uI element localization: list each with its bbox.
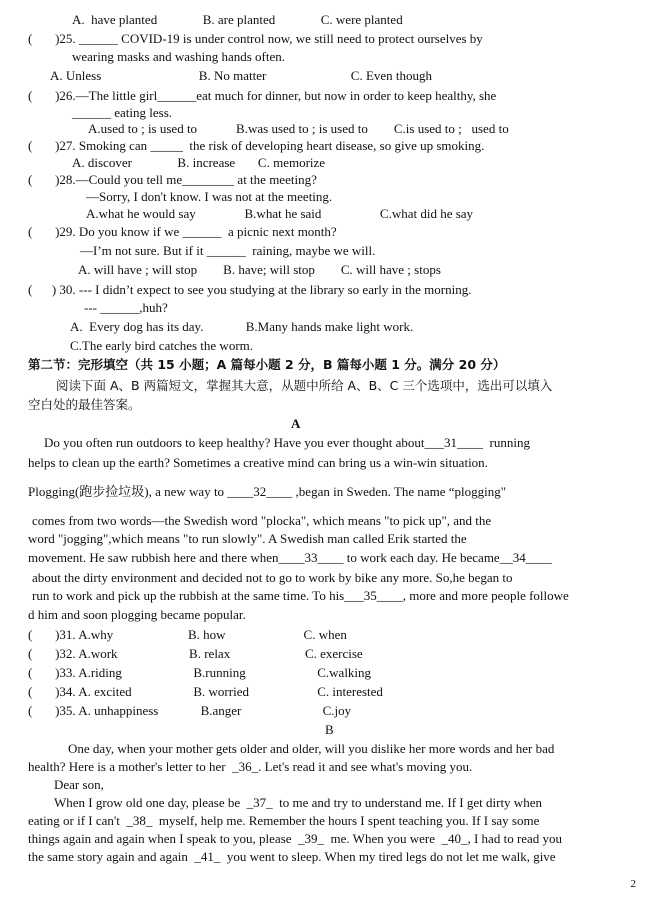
text-line: about the dirty environment and decided not to go to work by bike any more. So,he began to [32, 570, 513, 585]
text-line: One day, when your mother gets older and older, will you dislike her more words and her bad [68, 741, 555, 756]
text-line: run to work and pick up the rubbish at the same time. To his___35____, more and more people followe [32, 588, 569, 603]
text-line: C.The early bird catches the worm. [70, 338, 254, 353]
text-line: ( )34. A. excited B. worried C. interested [28, 684, 383, 699]
text-line: A.used to ; is used to B.was used to ; is used to C.is used to ; used to [88, 121, 509, 136]
text-line: wearing masks and washing hands often. [72, 49, 286, 64]
text-line: ( )27. Smoking can _____ the risk of developing heart disease, so give up smoking. [28, 138, 485, 153]
text-line: ( )28.—Could you tell me________ at the meeting? [28, 172, 317, 187]
text-line: Plogging(跑步捡垃圾), a new way to ____32____ ,began in Sweden. The name “plogging" [28, 484, 507, 499]
text-line: ( )29. Do you know if we ______ a picnic next month? [28, 224, 337, 239]
text-line: ( )33. A.riding B.running C.walking [28, 665, 372, 680]
text-line: A.what he would say B.what he said C.what did he say [86, 206, 474, 221]
text-line: 第二节：完形填空（共 15 小题；A 篇每小题 2 分，B 篇每小题 1 分。满分 20 分） [28, 357, 506, 372]
text-line: A [291, 416, 301, 431]
text-line: 空白处的最佳答案。 [28, 397, 141, 412]
text-line: —Sorry, I don't know. I was not at the meeting. [86, 189, 333, 204]
text-line: --- ______,huh? [84, 300, 168, 315]
text-line: —I’m not sure. But if it ______ raining, maybe we will. [80, 243, 376, 258]
text-line: A. will have ; will stop B. have; will stop C. will have ; stops [78, 262, 441, 277]
text-line: word "jogging",which means "to run slowly". A Swedish man called Erik started the [28, 531, 467, 546]
text-line: ( )26.—The little girl______eat much for dinner, but now in order to keep healthy, she [28, 88, 497, 103]
text-line: ( )31. A.why B. how C. when [28, 627, 347, 642]
page-number: 2 [630, 878, 636, 890]
text-line: A. Unless B. No matter C. Even though [50, 68, 433, 83]
text-line: 阅读下面 A、B 两篇短文，掌握其大意，从题中所给 A、B、C 三个选项中，选出可以填入 [56, 378, 553, 393]
text-line: A. discover B. increase C. memorize [72, 155, 326, 170]
text-line: things again and again when I speak to you, please _39_ me. When you were _40_, I had to read you [28, 831, 563, 846]
text-line: eating or if I can't _38_ myself, help me. Remember the hours I spent teaching you. If I say some [28, 813, 540, 828]
text-line: ( )25. ______ COVID-19 is under control now, we still need to protect ourselves by [28, 31, 483, 46]
text-line: B [325, 722, 334, 737]
text-line: Dear son, [54, 777, 104, 792]
text-line: A. Every dog has its day. B.Many hands make light work. [70, 319, 414, 334]
text-line: movement. He saw rubbish here and there when____33____ to work each day. He became__34____ [28, 550, 552, 565]
text-line: the same story again and again _41_ you went to sleep. When my tired legs do not let me walk, give [28, 849, 556, 864]
text-line: comes from two words—the Swedish word "plocka", which means "to pick up", and the [32, 513, 492, 528]
text-line: ( ) 30. --- I didn’t expect to see you studying at the library so early in the morning. [28, 282, 472, 297]
text-line: ______ eating less. [72, 105, 173, 120]
text-line: Do you often run outdoors to keep healthy? Have you ever thought about___31____ running [44, 435, 530, 450]
text-line: When I grow old one day, please be _37_ to me and try to understand me. If I get dirty when [54, 795, 542, 810]
text-line: ( )32. A.work B. relax C. exercise [28, 646, 363, 661]
text-line: A. have planted B. are planted C. were planted [72, 12, 403, 27]
text-line: helps to clean up the earth? Sometimes a creative mind can bring us a win-win situation. [28, 455, 488, 470]
text-line: d him and soon plogging became popular. [28, 607, 246, 622]
text-line: ( )35. A. unhappiness B.anger C.joy [28, 703, 352, 718]
text-line: health? Here is a mother's letter to her _36_. Let's read it and see what's moving you. [28, 759, 473, 774]
